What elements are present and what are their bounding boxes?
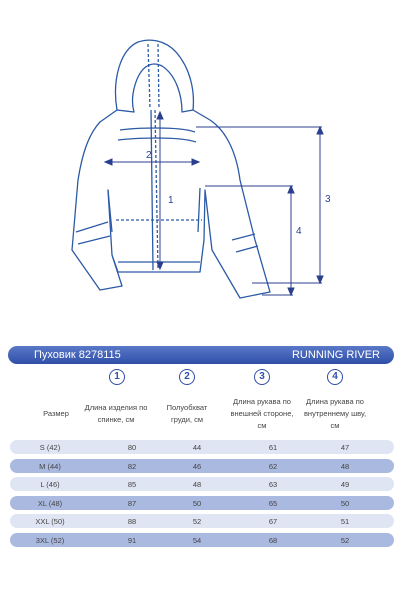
brand-name: RUNNING RIVER — [291, 349, 380, 361]
header-sleeve-inner: Длина рукава по внутреннему шву, см — [303, 397, 367, 430]
value-cell: 51 — [340, 517, 350, 526]
value-cell: 61 — [268, 443, 278, 452]
size-cell: XXL (50) — [35, 517, 65, 526]
value-cell: 48 — [340, 461, 350, 471]
size-cell: XL (48) — [37, 498, 63, 508]
size-cell: S (42) — [39, 443, 61, 452]
value-cell: 65 — [268, 498, 278, 508]
header-back-length: Длина изделия по спинке, см — [84, 403, 148, 424]
marker-2: 2 — [146, 150, 152, 161]
header-half-chest: Полуобхват груди, см — [166, 403, 208, 424]
table-row — [10, 477, 394, 491]
value-cell: 63 — [268, 480, 278, 489]
marker-4: 4 — [296, 226, 302, 237]
column-number-1: 1 — [109, 369, 125, 385]
value-cell: 68 — [268, 535, 278, 545]
product-title: Пуховик 8278115 — [34, 349, 121, 361]
value-cell: 67 — [268, 517, 278, 526]
value-cell: 50 — [192, 498, 202, 508]
size-cell: M (44) — [39, 461, 61, 471]
size-cell: 3XL (52) — [35, 535, 65, 545]
value-cell: 46 — [192, 461, 202, 471]
hood-outline — [116, 40, 194, 112]
table-row — [10, 459, 394, 473]
value-cell: 88 — [127, 517, 137, 526]
table-title-bar — [8, 346, 394, 364]
value-cell: 87 — [127, 498, 137, 508]
value-cell: 47 — [340, 443, 350, 452]
header-sleeve-outer: Длина рукава по внешней стороне, см — [230, 397, 294, 430]
value-cell: 44 — [192, 443, 202, 452]
column-number-3: 3 — [254, 369, 270, 385]
column-number-2: 2 — [179, 369, 195, 385]
marker-3: 3 — [325, 194, 331, 205]
value-cell: 54 — [192, 535, 202, 545]
table-row — [10, 533, 394, 547]
size-cell: L (46) — [40, 480, 60, 489]
value-cell: 49 — [340, 480, 350, 489]
marker-1: 1 — [168, 195, 174, 206]
value-cell: 62 — [268, 461, 278, 471]
column-number-4: 4 — [327, 369, 343, 385]
value-cell: 91 — [127, 535, 137, 545]
value-cell: 85 — [127, 480, 137, 489]
value-cell: 52 — [192, 517, 202, 526]
table-row — [10, 440, 394, 454]
value-cell: 52 — [340, 535, 350, 545]
table-row — [10, 514, 394, 528]
header-size: Размер — [43, 409, 69, 418]
value-cell: 80 — [127, 443, 137, 452]
table-row — [10, 496, 394, 510]
value-cell: 50 — [340, 498, 350, 508]
value-cell: 48 — [192, 480, 202, 489]
value-cell: 82 — [127, 461, 137, 471]
